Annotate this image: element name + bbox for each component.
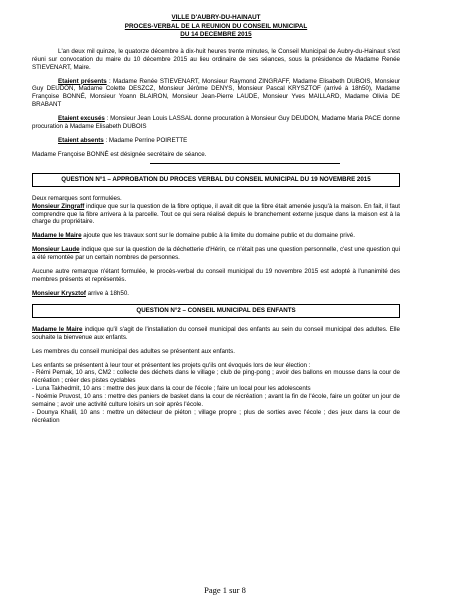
q1-paragraph-3-text: ajoute que les travaux sont sur le domaine public à la limite du domaine public et du domaine privé. (81, 232, 355, 240)
presents-paragraph (32, 78, 400, 110)
q1-paragraph-3 (32, 232, 400, 240)
q2-speaker-maire: Madame le Maire (32, 325, 83, 333)
excuses-label: Etaient excusés (58, 115, 105, 123)
q1-paragraph-6-text: arrive à 18h50. (85, 289, 129, 297)
q1-paragraph-6 (32, 290, 400, 298)
q2-paragraph-1 (32, 326, 400, 342)
presents-text: : Madame Renée STIEVENART, Monsieur Raymond ZINGRAFF, Madame Elisabeth DUBOIS, Monsieur Guy DEUDON, Madame Colette DESZCZ, Monsieur Jérôme DENYS, Monsieur Pascal KRYSZTOF (arrivé à 18h50), Madame Françoise BONNÉ, Monsieur Yoann BLAIRON, Monsieur Jean-Pierre LAUDE, Monsieur Yves MAILLARD, Madame Olivia DE BRABANT (32, 77, 400, 109)
q2-bullet-1: - Rémi Pernak, 10 ans, CM2 : collecte des déchets dans le village ; club de ping-pong ; avoir des ballons en mousse dans la cour de récréation ; créer des pistes cyclables (32, 369, 400, 385)
q2-bullet-3: - Noémie Pruvost, 10 ans : mettre des paniers de basket dans la cour de récréation ; avant la fin de l'école, faire un goûter un jour de semaine ; avoir une activité culture loisirs un soir après l'école. (32, 393, 400, 409)
question-1-title: QUESTION N°1 – APPROBATION DU PROCES VERBAL DU CONSEIL MUNICIPAL DU 19 NOVEMBRE 2015 (32, 173, 400, 187)
excuses-paragraph (32, 115, 400, 131)
excuses-text: : Monsieur Jean Louis LASSAL donne procuration à Monsieur Guy DEUDON, Madame Maria PACE donne procuration à Madame Elisabeth DUBOIS (32, 115, 400, 131)
intro-paragraph: L'an deux mil quinze, le quatorze décembre à dix-huit heures trente minutes, le Conseil Municipal de Aubry-du-Hainaut s'est réuni sur convocation du maire du 10 décembre 2015 au lieu ordinaire de ses séances, sous la présidence de Madame Renée STIEVENART, Maire. (32, 47, 400, 71)
q1-paragraph-4 (32, 246, 400, 262)
q2-bullet-4: - Dounya Khalil, 10 ans : mettre un détecteur de piéton ; village propre ; plus de sorties avec l'école ; des jeux dans la cour de récréation (32, 408, 400, 424)
q1-paragraph-4-text: indique que sur la question de la déchetterie d'Hérin, ce n'était pas une question personnelle, c'est une question qui a été remontée par un certain nombres de personnes. (32, 246, 400, 262)
q2-paragraph-2: Les membres du conseil municipal des adultes se présentent aux enfants. (32, 347, 235, 355)
q1-speaker-krysztof: Monsieur Krysztof (32, 289, 86, 297)
q1-paragraph-5: Aucune autre remarque n'étant formulée, le procès-verbal du conseil municipal du 19 novembre 2015 est adopté à l'unanimité des membres présents et représentés. (32, 268, 400, 283)
q1-paragraph-1: Deux remarques sont formulées. (32, 194, 122, 202)
q2-paragraph-3: Les enfants se présentent à leur tour et présentent les projets qu'ils ont évoqués lors de leur élection : (32, 361, 311, 369)
q2-bullet-2: - Luna Takhedmit, 10 ans : mettre des jeux dans la cour de l'école ; faire un local pour les adolescents (32, 385, 311, 393)
q1-paragraph-2 (32, 203, 400, 227)
absents-label: Etaient absents (58, 136, 104, 144)
document-title: PROCES-VERBAL DE LA REUNION DU CONSEIL MUNICIPAL (124, 22, 308, 30)
presents-label: Etaient présents (58, 77, 107, 85)
q1-speaker-zingraff: Monsieur Zingraff (32, 202, 85, 210)
document-header (32, 14, 400, 40)
q1-paragraph-2-text: indique que sur la question de la fibre optique, il avait dit que la fibre était amenée jusqu'à la maison. En fait, il faut comprendre que la fibre arrivera à la parcelle. Tout ce qui sera réalisé depuis le branchement externe jusque dans la maison est à la charge du propriétaire. (32, 202, 400, 226)
q1-speaker-maire: Madame le Maire (32, 232, 82, 240)
page-number: Page 1 sur 8 (204, 585, 246, 595)
absents-text: : Madame Perrine POIRETTE (103, 136, 188, 144)
secretary-paragraph: Madame Françoise BONNÉ est désignée secrétaire de séance. (32, 150, 207, 158)
q2-paragraph-1-text: indique qu'il s'agit de l'installation du conseil municipal des enfants au sein du conseil municipal des adultes. Elle souhaite la bienvenue aux enfants. (32, 325, 400, 341)
meeting-date: DU 14 DECEMBRE 2015 (180, 31, 252, 39)
town-name: VILLE D'AUBRY-DU-HAINAUT (171, 14, 261, 21)
question-2-title: QUESTION N°2 – CONSEIL MUNICIPAL DES ENFANTS (32, 304, 400, 318)
absents-paragraph (32, 137, 400, 145)
separator-line (150, 163, 340, 164)
q1-speaker-laude: Monsieur Laude (32, 246, 80, 254)
